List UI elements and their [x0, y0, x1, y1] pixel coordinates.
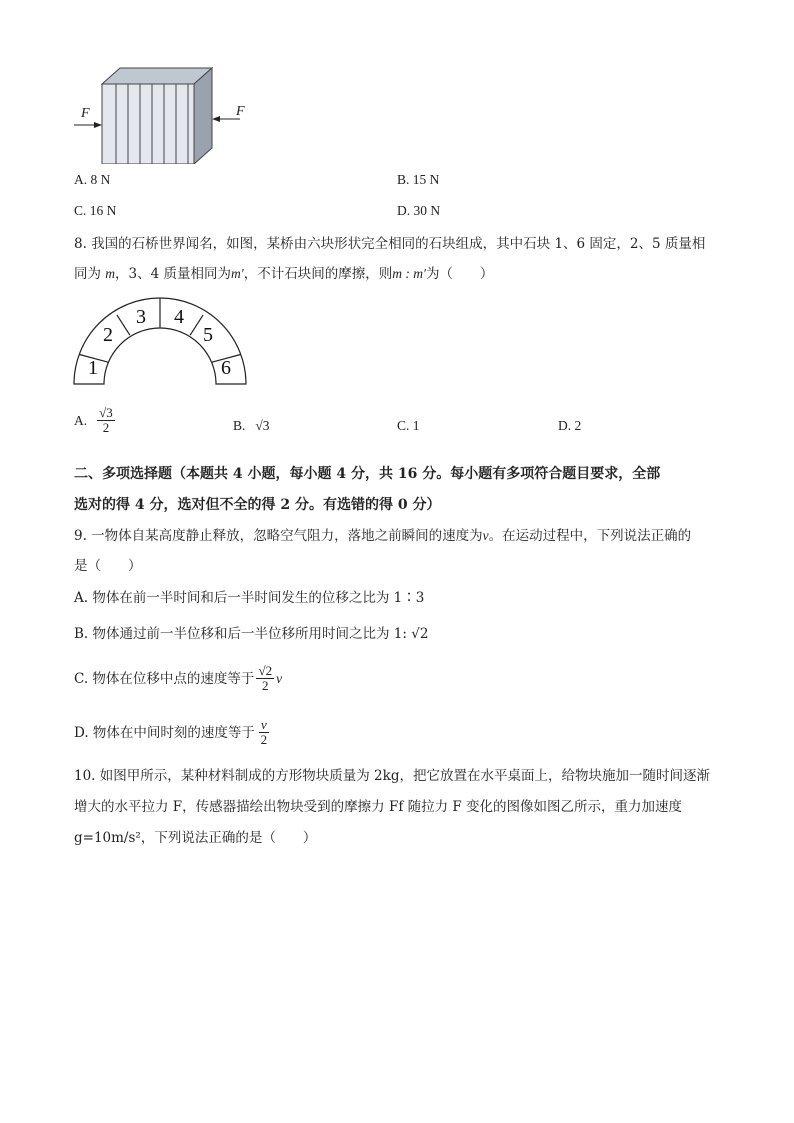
arch-block-4: 4 [174, 306, 184, 328]
q8-option-d[interactable]: D. 2 [558, 418, 582, 433]
arch-block-5: 5 [203, 324, 213, 346]
q8-option-a[interactable]: A. $\frac{√3}{2}$ [74, 405, 113, 435]
q8-option-c[interactable]: C. 1 [397, 418, 420, 433]
q10-stem-line2: 增大的水平拉力 F，传感器描绘出物块受到的摩擦力 Ff 随拉力 F 变化的图像如图乙所示，重力加速度 [74, 799, 683, 815]
q7-option-d[interactable]: D. 30 N [397, 203, 441, 218]
slab-stack-figure [70, 64, 260, 164]
force-label-right: F [236, 104, 245, 119]
q10-stem-line1: 10. 如图甲所示，某种材料制成的方形物块质量为 2kg，把它放置在水平桌面上，给物块施加一随时间逐渐 [74, 768, 710, 784]
q9-option-a[interactable]: A. 物体在前一半时间和后一半时间发生的位移之比为 1∶3 [74, 590, 425, 606]
q7-option-a[interactable]: A. 8 N [74, 172, 111, 187]
force-label-left: F [81, 106, 90, 121]
arch-bridge-figure [70, 292, 250, 388]
arch-block-6: 6 [221, 357, 231, 379]
q9-option-b[interactable]: B. 物体通过前一半位移和后一半位移所用时间之比为 1: √2 [74, 626, 429, 642]
q7-option-b[interactable]: B. 15 N [397, 172, 440, 187]
arch-block-1: 1 [88, 357, 98, 379]
q10-stem-line3: g=10m/s²，下列说法正确的是（ ） [74, 830, 317, 846]
q9-option-c[interactable]: C. 物体在位移中点的速度等于 $\frac{√2}{2}$ v [74, 663, 283, 693]
q8-option-b[interactable]: B. √3 [233, 418, 270, 433]
q7-option-c[interactable]: C. 16 N [74, 203, 117, 218]
q8-stem-line2: 同为 m，3、4 质量相同为m′，不计石块间的摩擦，则m : m′为（ ） [74, 266, 494, 282]
q9-option-d[interactable]: D. 物体在中间时刻的速度等于 $\frac{v}{2}$ [74, 717, 268, 747]
arch-block-2: 2 [103, 324, 113, 346]
arch-block-3: 3 [136, 306, 146, 328]
q9-stem-line1: 9. 一物体自某高度静止释放，忽略空气阻力，落地之前瞬间的速度为v。在运动过程中，下列说法正确的 [74, 528, 692, 544]
section2-heading-line2: 选对的得 4 分，选对但不全的得 2 分。有选错的得 0 分） [74, 497, 441, 513]
q9-stem-line2: 是（ ） [74, 558, 142, 574]
q8-stem-line1: 8. 我国的石桥世界闻名，如图，某桥由六块形状完全相同的石块组成，其中石块 1、6 固定，2、5 质量相 [74, 236, 706, 252]
section2-heading-line1: 二、多项选择题（本题共 4 小题，每小题 4 分，共 16 分。每小题有多项符合题目要求，全部 [74, 466, 661, 482]
